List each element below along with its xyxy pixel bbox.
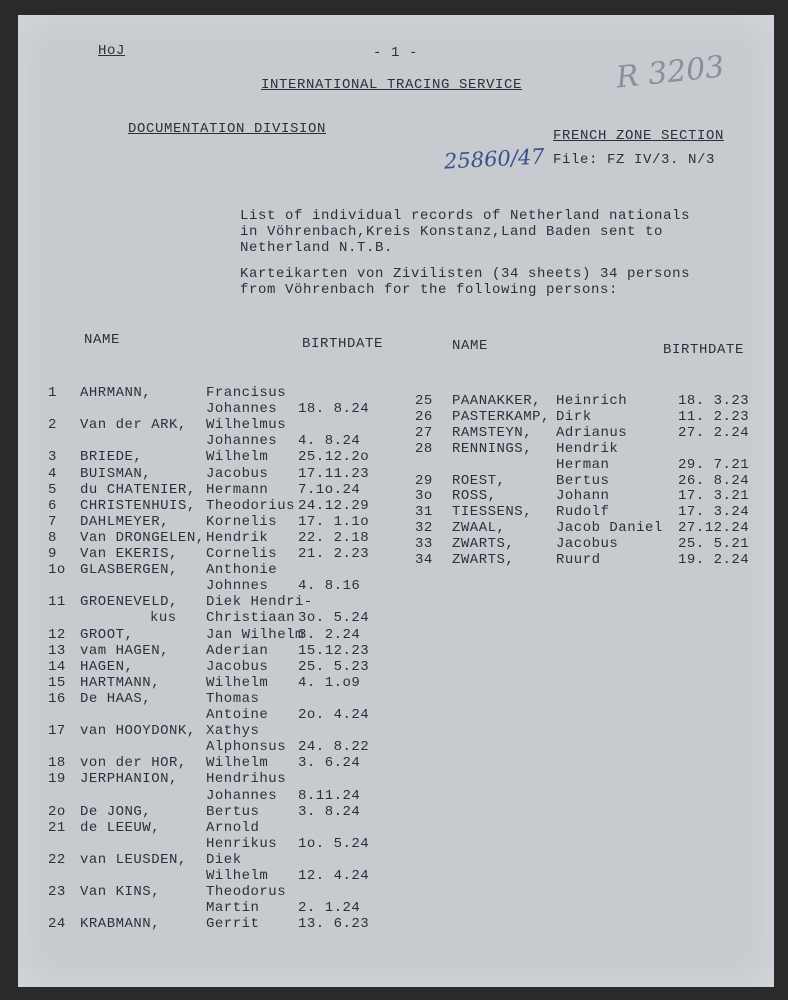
entry-number: 22	[48, 851, 66, 868]
surname: ZWARTS,	[452, 552, 515, 568]
entry-number: 28	[415, 440, 433, 457]
birthdate: 3. 8.24	[298, 803, 361, 820]
surname: BRIEDE,	[80, 449, 143, 466]
entry-number: 6	[48, 497, 57, 514]
given-name: Alphonsus	[206, 739, 287, 756]
entry-number: 1	[48, 385, 57, 401]
list-item	[18, 627, 774, 643]
list-item	[18, 852, 774, 868]
birthdate: 4. 1.o9	[298, 674, 361, 691]
given-name: Jacob Daniel	[556, 520, 663, 537]
birthdate: 8.11.24	[298, 787, 361, 804]
list-item	[18, 393, 774, 409]
birthdate: 24. 8.22	[298, 739, 370, 756]
birthdate: 18. 3.23	[678, 393, 750, 409]
given-name: Bertus	[206, 803, 260, 820]
birthdate: 12. 4.24	[298, 868, 370, 884]
surname: ROEST,	[452, 472, 506, 489]
document-title: INTERNATIONAL TRACING SERVICE	[261, 77, 523, 93]
given-name: Thomas	[206, 690, 260, 707]
surname: HARTMANN,	[80, 674, 161, 691]
birthdate: 21. 2.23	[298, 546, 370, 562]
birthdate: 25. 5.23	[298, 658, 370, 675]
list-item	[18, 820, 774, 836]
birthdate: 27.12.24	[678, 520, 750, 537]
division-label: DOCUMENTATION DIVISION	[128, 121, 327, 137]
given-name: Hendrihus	[206, 771, 287, 788]
given-name: Xathys	[206, 723, 260, 740]
surname: von der HOR,	[80, 755, 187, 772]
given-name: Dirk	[556, 408, 592, 425]
list-item	[18, 504, 774, 520]
column-header-name: NAME	[84, 332, 121, 348]
given-name: Martin	[206, 900, 260, 917]
birthdate: 29. 7.21	[678, 456, 750, 473]
entry-number: 12	[48, 626, 66, 643]
intro-line-1: List of individual records of Netherland nationals	[240, 208, 691, 224]
list-item	[18, 643, 774, 659]
intro-line-5: from Vöhrenbach for the following persons:	[240, 282, 619, 298]
initials-hoj: HoJ	[98, 43, 126, 59]
given-name: Hendrik	[556, 440, 619, 457]
birthdate: 17. 3.21	[678, 488, 750, 505]
surname: Van EKERIS,	[80, 546, 178, 562]
given-name: Johannes	[206, 787, 278, 804]
birthdate: 3. 6.24	[298, 755, 361, 772]
surname: TIESSENS,	[452, 504, 533, 521]
given-name: Rudolf	[556, 504, 610, 521]
given-name: Jacobus	[206, 465, 269, 482]
entry-number: 24	[48, 916, 66, 933]
intro-line-4: Karteikarten von Zivilisten (34 sheets) 34 persons	[240, 266, 691, 282]
entry-number: 3o	[415, 488, 433, 505]
entry-number: 15	[48, 674, 66, 691]
given-name: Diek Hendri-	[206, 594, 313, 611]
given-name: Johann	[556, 488, 610, 505]
given-name: Anthonie	[206, 562, 278, 579]
birthdate: 4. 8.16	[298, 578, 361, 595]
list-item	[18, 594, 774, 610]
list-item	[18, 425, 774, 441]
entry-number: 32	[415, 520, 433, 537]
surname: GROENEVELD,	[80, 594, 178, 611]
given-name: Johannes	[206, 433, 278, 450]
document-page	[18, 15, 774, 987]
entry-number: 2o	[48, 803, 66, 820]
given-name: Johannes	[206, 401, 278, 418]
birthdate: 4. 8.24	[298, 433, 361, 450]
entry-number: 13	[48, 642, 66, 659]
surname: ROSS,	[452, 488, 497, 505]
entry-number: 17	[48, 723, 66, 740]
birthdate: 18. 8.24	[298, 401, 370, 418]
surname: de LEEUW,	[80, 819, 161, 836]
surname: du CHATENIER,	[80, 481, 196, 498]
list-item	[18, 771, 774, 787]
list-item	[18, 723, 774, 739]
birthdate: 27. 2.24	[678, 424, 750, 441]
page-number: - 1 -	[373, 45, 419, 61]
entry-number: 34	[415, 552, 433, 568]
given-name: Cornelis	[206, 546, 278, 562]
birthdate: 19. 2.24	[678, 552, 750, 568]
list-item	[18, 788, 774, 804]
birthdate: 11. 2.23	[678, 408, 750, 425]
surname: JERPHANION,	[80, 771, 178, 788]
given-name: Diek	[206, 851, 242, 868]
entry-number: 14	[48, 658, 66, 675]
list-item	[18, 536, 774, 552]
surname: ZWAAL,	[452, 520, 506, 537]
list-item	[18, 675, 774, 691]
given-name: Jacobus	[206, 658, 269, 675]
given-name: Jacobus	[556, 536, 619, 553]
given-name: Gerrit	[206, 916, 260, 933]
handwritten-stamp-number: R 3203	[614, 49, 727, 96]
entry-number: 11	[48, 594, 66, 611]
entry-number: 29	[415, 472, 433, 489]
list-item	[18, 739, 774, 755]
list-item	[18, 707, 774, 723]
birthdate: 25.12.2o	[298, 449, 370, 466]
list-item	[18, 409, 774, 425]
birthdate: 2o. 4.24	[298, 707, 370, 723]
given-name: Heinrich	[556, 393, 628, 409]
surname: kus	[150, 610, 177, 627]
entry-number: 4	[48, 465, 57, 482]
given-name: Jan Wilhelm	[206, 626, 304, 643]
birthdate: 17.11.23	[298, 465, 370, 482]
surname: HAGEN,	[80, 658, 134, 675]
birthdate: 2. 1.24	[298, 900, 361, 917]
list-item	[18, 578, 774, 594]
surname: CHRISTENHUIS,	[80, 497, 196, 514]
entry-number: 31	[415, 504, 433, 521]
surname: van HOOYDONK,	[80, 723, 196, 740]
surname: RAMSTEYN,	[452, 424, 533, 441]
given-name: Ruurd	[556, 552, 601, 568]
entry-number: 3	[48, 449, 57, 466]
file-reference: File: FZ IV/3. N/3	[553, 152, 716, 168]
entry-number: 16	[48, 690, 66, 707]
birthdate: 17. 1.1o	[298, 513, 370, 530]
list-item	[18, 916, 774, 932]
surname: GROOT,	[80, 626, 134, 643]
entry-number: 25	[415, 393, 433, 409]
list-item	[18, 520, 774, 536]
given-name: Wilhelm	[206, 449, 269, 466]
list-item	[18, 488, 774, 504]
birthdate: 13. 6.23	[298, 916, 370, 933]
entry-number: 27	[415, 424, 433, 441]
given-name: Hendrik	[206, 529, 269, 546]
surname: BUISMAN,	[80, 465, 152, 482]
entry-number: 1o	[48, 562, 66, 579]
column-header-birthdate-right: BIRTHDATE	[663, 342, 745, 358]
birthdate: 7.1o.24	[298, 481, 361, 498]
entry-number: 2	[48, 417, 57, 434]
surname: KRABMANN,	[80, 916, 161, 933]
entry-number: 26	[415, 408, 433, 425]
given-name: Francisus	[206, 385, 287, 401]
list-item	[18, 868, 774, 884]
birthdate: 3o. 5.24	[298, 610, 370, 627]
surname: van LEUSDEN,	[80, 851, 187, 868]
given-name: Kornelis	[206, 513, 278, 530]
birthdate: 25. 5.21	[678, 536, 750, 553]
handwritten-file-number: 25860/47	[443, 144, 546, 174]
surname: DAHLMEYER,	[80, 513, 170, 530]
surname: De HAAS,	[80, 690, 152, 707]
list-item	[18, 900, 774, 916]
list-item	[18, 659, 774, 675]
birthdate: 22. 2.18	[298, 529, 370, 546]
birthdate: 3. 2.24	[298, 626, 361, 643]
entry-number: 33	[415, 536, 433, 553]
birthdate: 17. 3.24	[678, 504, 750, 521]
given-name: Herman	[556, 456, 610, 473]
given-name: Aderian	[206, 642, 269, 659]
given-name: Arnold	[206, 819, 260, 836]
given-name: Antoine	[206, 707, 269, 723]
given-name: Bertus	[556, 472, 610, 489]
given-name: Hermann	[206, 481, 269, 498]
surname: GLASBERGEN,	[80, 562, 178, 579]
given-name: Theodorius	[206, 497, 296, 514]
birthdate: 26. 8.24	[678, 472, 750, 489]
list-item	[18, 884, 774, 900]
entry-number: 21	[48, 819, 66, 836]
entry-number: 8	[48, 529, 57, 546]
birthdate: 15.12.23	[298, 642, 370, 659]
surname: Van der ARK,	[80, 417, 187, 434]
intro-line-3: Netherland N.T.B.	[240, 240, 394, 256]
surname: RENNINGS,	[452, 440, 533, 457]
list-item	[18, 473, 774, 489]
list-item	[18, 457, 774, 473]
list-item	[18, 755, 774, 771]
entry-number: 19	[48, 771, 66, 788]
surname: ZWARTS,	[452, 536, 515, 553]
section-label: FRENCH ZONE SECTION	[553, 128, 725, 144]
surname: PASTERKAMP,	[452, 408, 550, 425]
given-name: Wilhelm	[206, 674, 269, 691]
given-name: Christiaan	[206, 610, 296, 627]
given-name: Wilhelm	[206, 868, 269, 884]
intro-line-2: in Vöhrenbach,Kreis Konstanz,Land Baden sent to	[240, 224, 664, 240]
list-item	[18, 804, 774, 820]
given-name: Wilhelmus	[206, 417, 287, 434]
entry-number: 23	[48, 884, 66, 901]
given-name: Adrianus	[556, 424, 628, 441]
list-item	[18, 610, 774, 626]
birthdate: 1o. 5.24	[298, 835, 370, 852]
entry-number: 18	[48, 755, 66, 772]
surname: vam HAGEN,	[80, 642, 170, 659]
surname: Van DRONGELEN,	[80, 529, 205, 546]
entry-number: 9	[48, 546, 57, 562]
column-header-name-right: NAME	[452, 338, 489, 354]
list-item	[18, 441, 774, 457]
list-item	[18, 552, 774, 568]
given-name: Theodorus	[206, 884, 287, 901]
entry-number: 5	[48, 481, 57, 498]
column-header-birthdate: BIRTHDATE	[302, 336, 384, 352]
surname: De JONG,	[80, 803, 152, 820]
given-name: Wilhelm	[206, 755, 269, 772]
entry-number: 7	[48, 513, 57, 530]
list-item	[18, 836, 774, 852]
given-name: Henrikus	[206, 835, 278, 852]
given-name: Johnnes	[206, 578, 269, 595]
surname: Van KINS,	[80, 884, 161, 901]
surname: PAANAKKER,	[452, 393, 542, 409]
list-item	[18, 691, 774, 707]
surname: AHRMANN,	[80, 385, 152, 401]
birthdate: 24.12.29	[298, 497, 370, 514]
